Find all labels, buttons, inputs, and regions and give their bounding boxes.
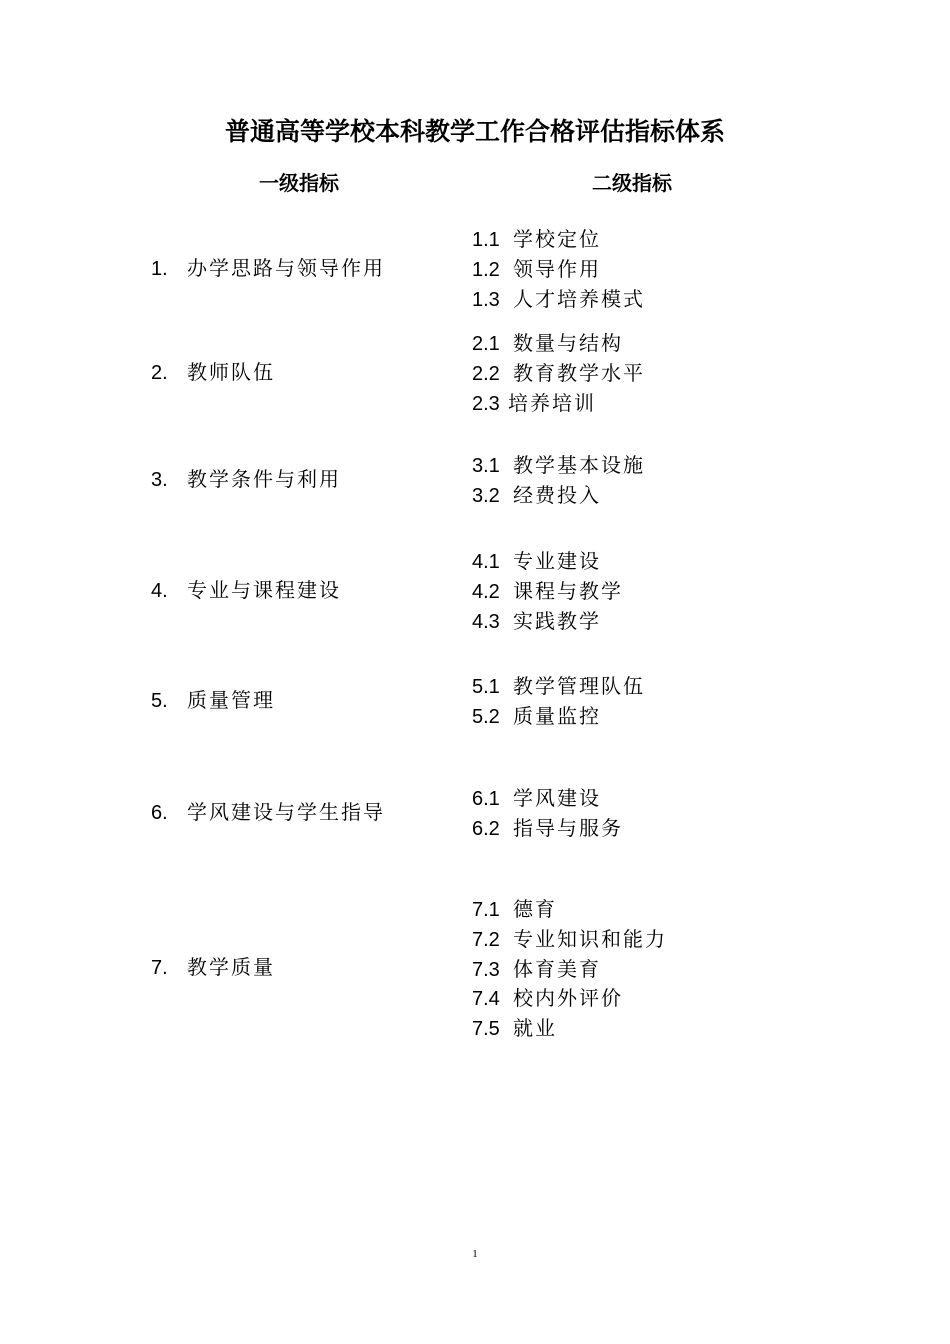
secondary-indicator-number: 6.1 — [472, 788, 500, 810]
primary-indicator-label: 教学条件与利用 — [187, 467, 341, 492]
secondary-indicator — [472, 285, 645, 315]
secondary-indicator-number: 1.3 — [472, 288, 500, 311]
secondary-indicator-number: 4.2 — [472, 580, 500, 603]
primary-indicator-number: 1. — [151, 257, 168, 280]
secondary-indicator — [472, 984, 667, 1014]
secondary-indicator — [472, 255, 645, 285]
primary-indicator-label: 教师队伍 — [187, 359, 275, 384]
primary-indicator-number: 4. — [151, 579, 168, 602]
secondary-indicator-label: 德育 — [513, 897, 557, 921]
secondary-indicator-label: 指导与服务 — [513, 815, 623, 840]
secondary-indicator-number: 3.2 — [472, 484, 500, 507]
secondary-indicator-number: 1.1 — [472, 229, 500, 251]
secondary-indicator-list — [472, 672, 645, 732]
secondary-indicator-number: 7.2 — [472, 928, 500, 951]
secondary-indicator — [472, 547, 623, 577]
secondary-indicator — [472, 784, 623, 814]
primary-indicator — [151, 358, 275, 388]
primary-indicator-label: 教学质量 — [187, 954, 275, 979]
secondary-indicator-number: 4.1 — [472, 551, 500, 573]
secondary-indicator-label: 学风建设 — [513, 786, 601, 810]
secondary-indicator — [472, 607, 623, 637]
secondary-indicator-list — [472, 329, 645, 418]
secondary-indicator-label: 培养培训 — [508, 390, 596, 415]
primary-indicator — [151, 686, 275, 716]
secondary-indicator-label: 专业建设 — [513, 549, 601, 573]
secondary-indicator-list — [472, 784, 623, 844]
primary-indicator — [151, 798, 385, 828]
secondary-indicator — [472, 577, 623, 607]
secondary-indicator-label: 校内外评价 — [513, 986, 623, 1011]
secondary-indicator-number: 7.5 — [472, 1018, 500, 1041]
secondary-indicator — [472, 329, 645, 359]
secondary-indicator-number: 7.4 — [472, 988, 500, 1011]
primary-indicator — [151, 576, 341, 606]
secondary-indicator — [472, 481, 645, 511]
secondary-indicator-label: 人才培养模式 — [513, 286, 645, 311]
primary-indicator-label: 办学思路与领导作用 — [187, 255, 385, 280]
secondary-indicator-label: 质量监控 — [513, 703, 601, 728]
secondary-indicator — [472, 1014, 667, 1044]
primary-indicator-label: 质量管理 — [187, 688, 275, 713]
primary-indicator-number: 5. — [151, 690, 168, 713]
secondary-indicator — [472, 359, 645, 389]
primary-indicator-number: 7. — [151, 956, 168, 979]
secondary-indicator-label: 教学管理队伍 — [513, 674, 645, 698]
primary-indicator-number: 3. — [151, 469, 168, 492]
secondary-indicator — [472, 895, 667, 925]
secondary-indicator-label: 课程与教学 — [513, 578, 623, 603]
secondary-indicator — [472, 814, 623, 844]
secondary-indicator — [472, 225, 645, 255]
primary-indicator-number: 2. — [151, 361, 168, 384]
secondary-indicator-number: 5.1 — [472, 676, 500, 698]
primary-indicator-header: 一级指标 — [259, 171, 339, 195]
secondary-indicator-label: 实践教学 — [513, 608, 601, 633]
secondary-indicator-number: 5.2 — [472, 705, 500, 728]
secondary-indicator-list — [472, 225, 645, 314]
secondary-indicator-number: 7.3 — [472, 958, 500, 981]
primary-indicator — [151, 254, 385, 284]
secondary-indicator-list — [472, 547, 623, 636]
secondary-indicator-number: 1.2 — [472, 258, 500, 281]
secondary-indicator — [472, 672, 645, 702]
secondary-indicator-header: 二级指标 — [592, 171, 672, 195]
secondary-indicator-label: 学校定位 — [513, 227, 601, 251]
primary-indicator-label: 学风建设与学生指导 — [187, 800, 385, 825]
secondary-indicator — [472, 702, 645, 732]
secondary-indicator-label: 体育美育 — [513, 956, 601, 981]
secondary-indicator-number: 2.3 — [472, 392, 500, 415]
primary-indicator — [151, 953, 275, 983]
secondary-indicator-number: 4.3 — [472, 610, 500, 633]
secondary-indicator-label: 教育教学水平 — [513, 360, 645, 385]
secondary-indicator-label: 就业 — [513, 1016, 557, 1041]
secondary-indicator-label: 领导作用 — [513, 256, 601, 281]
secondary-indicator-label: 经费投入 — [513, 482, 601, 507]
page-number: 1 — [472, 1248, 478, 1260]
secondary-indicator-list — [472, 451, 645, 511]
secondary-indicator-label: 专业知识和能力 — [513, 926, 667, 951]
secondary-indicator-number: 6.2 — [472, 817, 500, 840]
secondary-indicator — [472, 955, 667, 985]
primary-indicator-label: 专业与课程建设 — [187, 577, 341, 602]
document-title: 普通高等学校本科教学工作合格评估指标体系 — [224, 117, 725, 146]
secondary-indicator — [472, 389, 645, 419]
secondary-indicator-label: 教学基本设施 — [513, 453, 645, 477]
secondary-indicator-label: 数量与结构 — [513, 331, 623, 355]
secondary-indicator-number: 7.1 — [472, 899, 500, 921]
secondary-indicator — [472, 925, 667, 955]
primary-indicator — [151, 465, 341, 495]
secondary-indicator — [472, 451, 645, 481]
secondary-indicator-list — [472, 895, 667, 1044]
secondary-indicator-number: 3.1 — [472, 455, 500, 477]
secondary-indicator-number: 2.1 — [472, 333, 500, 355]
primary-indicator-number: 6. — [151, 802, 168, 825]
secondary-indicator-number: 2.2 — [472, 362, 500, 385]
